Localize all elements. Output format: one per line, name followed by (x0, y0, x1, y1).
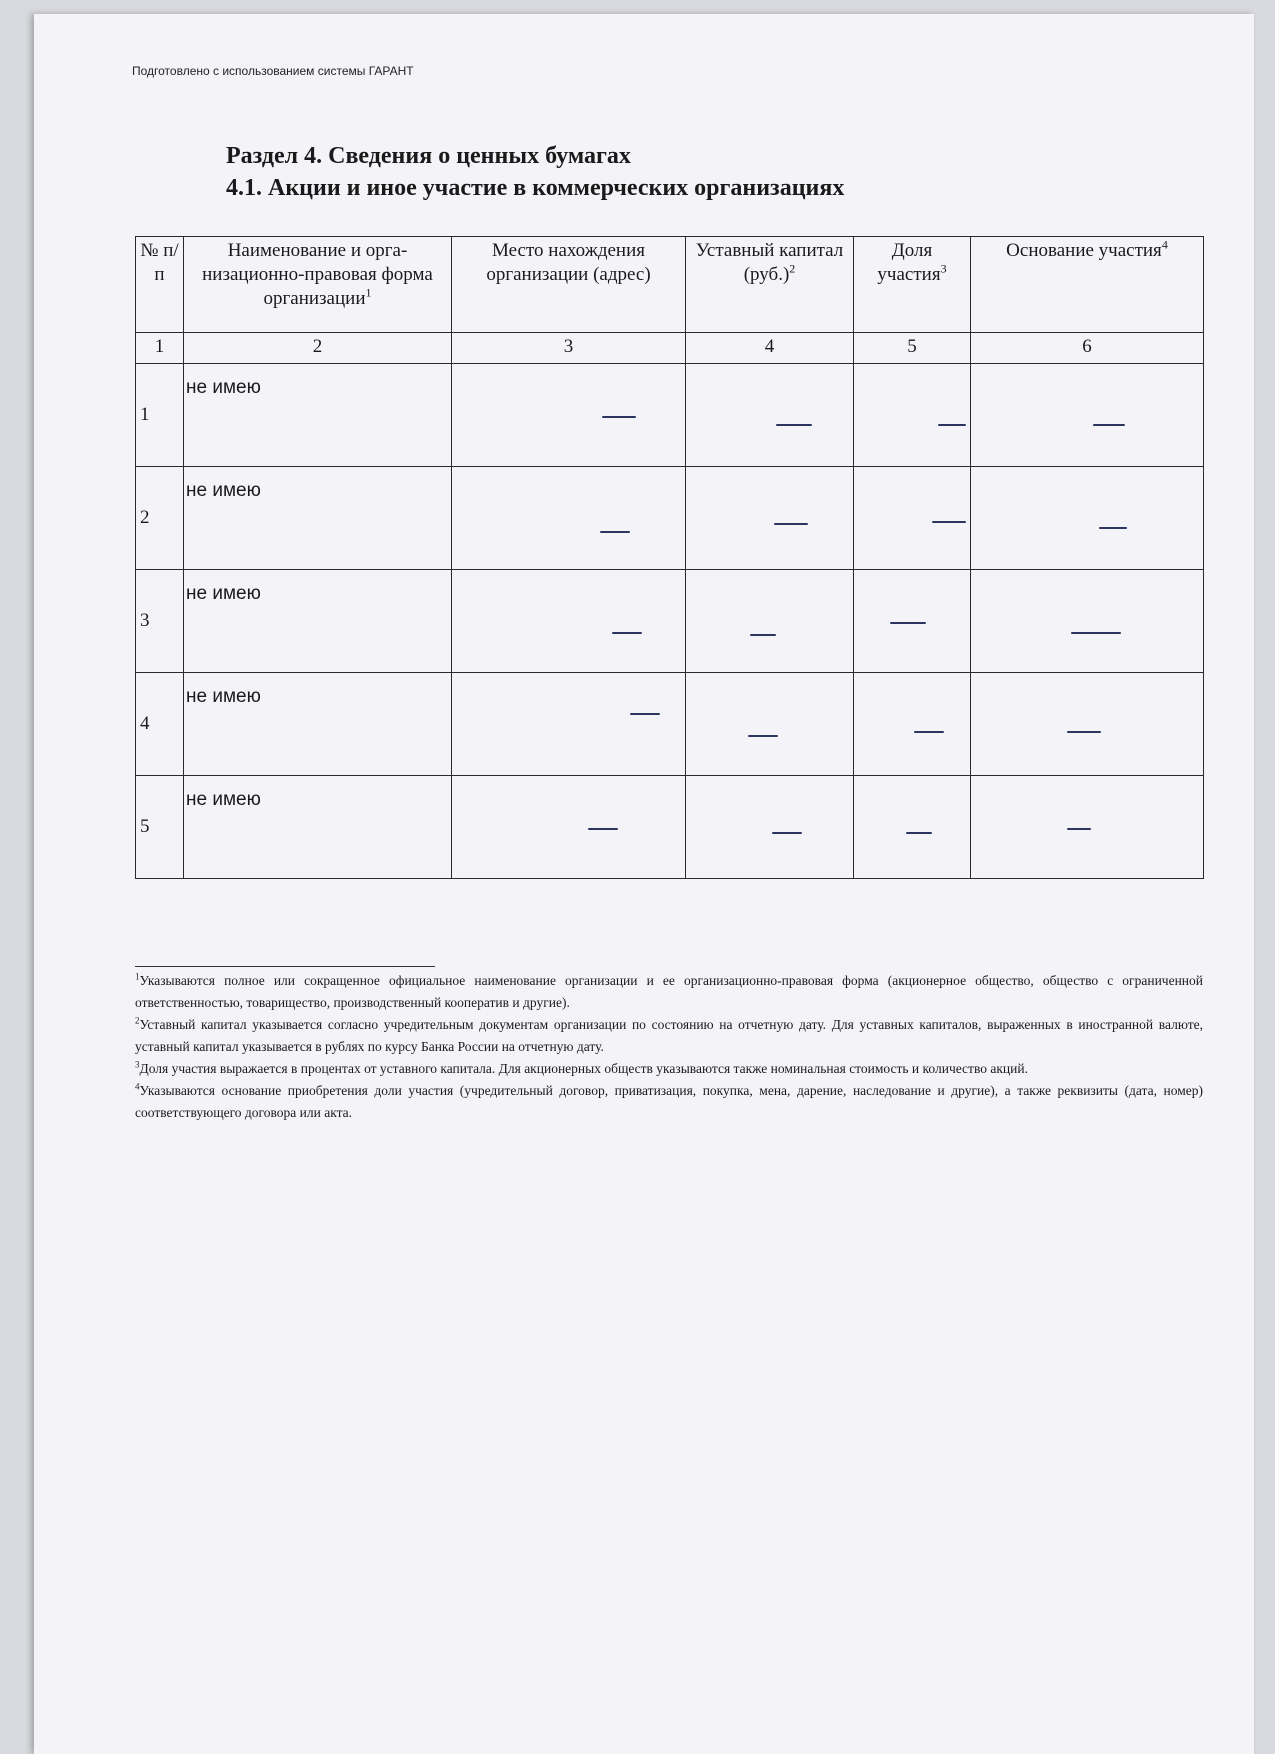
row-number: 2 (136, 467, 184, 570)
row-number: 1 (136, 364, 184, 467)
row-basis (971, 467, 1204, 570)
row-share (854, 776, 971, 879)
footnote-mark: 1 (365, 285, 372, 300)
row-location (452, 364, 686, 467)
row-org-name: не имею (184, 776, 452, 879)
footnote: $^3$Доля участия выражается в процентах от уставного капитала. Для акционерных обществ указываются также номинальная стоимость и количество акций. (135, 1059, 1028, 1076)
handwritten-dash (772, 832, 802, 834)
table-row (136, 364, 1204, 467)
row-location (452, 467, 686, 570)
row-number: 4 (136, 673, 184, 776)
table-row (136, 673, 1204, 776)
footnote: $^2$Уставный капитал указывается согласно учредительным документам организации по состоянию на отчетную дату. Для уставных капиталов, выраженных в иностранной валюте, уставный капитал указывается в рублях по курсу Банка России на отчетную дату. (135, 1015, 1203, 1054)
source-note: Подготовлено с использованием системы ГАРАНТ (132, 64, 414, 78)
row-basis (971, 364, 1204, 467)
row-share (854, 570, 971, 673)
footnote-mark: 2 (789, 261, 796, 276)
row-share (854, 364, 971, 467)
header-org-name: Наименование и орга-низационно-правовая форма организации$^1$ (184, 237, 452, 333)
row-org-name: не имею (184, 364, 452, 467)
column-number: 3 (452, 333, 686, 364)
handwritten-dash (1071, 632, 1121, 634)
column-number: 2 (184, 333, 452, 364)
footnote-mark: 3 (940, 261, 947, 276)
row-basis (971, 776, 1204, 879)
handwritten-dash (774, 523, 808, 525)
row-share (854, 673, 971, 776)
footnote: $^1$Указываются полное или сокращенное официальное наименование организации и ее организационно-правовая форма (акционерное общество, общество с ограниченной ответственностью, товарищество, производственный кооператив и другие). (135, 971, 1203, 1010)
header-location: Место нахождения организации (адрес) (452, 237, 686, 333)
handwritten-dash (890, 622, 926, 624)
row-capital (686, 776, 854, 879)
row-capital (686, 467, 854, 570)
row-org-name: не имею (184, 467, 452, 570)
row-capital (686, 364, 854, 467)
column-number: 1 (136, 333, 184, 364)
row-location (452, 673, 686, 776)
row-location (452, 570, 686, 673)
handwritten-dash (932, 521, 966, 523)
handwritten-dash (612, 632, 642, 634)
row-org-name: не имею (184, 570, 452, 673)
handwritten-dash (1067, 731, 1101, 733)
handwritten-dash (602, 416, 636, 418)
header-share: Доля участия$^3$ (854, 237, 971, 333)
securities-table (135, 236, 1204, 879)
column-number: 6 (971, 333, 1204, 364)
handwritten-dash (748, 735, 778, 737)
row-basis (971, 673, 1204, 776)
row-share (854, 467, 971, 570)
handwritten-dash (600, 531, 630, 533)
footnote-divider (135, 966, 435, 967)
handwritten-dash (906, 832, 932, 834)
header-capital: Уставный капитал $(руб.)^2$ (686, 237, 854, 333)
section-subtitle: 4.1. Акции и иное участие в коммерческих организациях (226, 175, 845, 201)
row-capital (686, 673, 854, 776)
row-location (452, 776, 686, 879)
handwritten-dash (1067, 828, 1091, 830)
table-row (136, 467, 1204, 570)
table-header-row (136, 237, 1204, 333)
handwritten-dash (750, 634, 776, 636)
handwritten-dash (776, 424, 812, 426)
table-row (136, 776, 1204, 879)
handwritten-dash (914, 731, 944, 733)
row-basis (971, 570, 1204, 673)
column-number: 5 (854, 333, 971, 364)
header-basis: Основание участия$^4$ (971, 237, 1204, 333)
footnote-mark: 4 (1161, 237, 1168, 252)
section-heading (226, 140, 844, 204)
row-capital (686, 570, 854, 673)
row-number: 5 (136, 776, 184, 879)
footnotes (135, 970, 1203, 1124)
header-number: № п/п (136, 237, 184, 333)
table-row (136, 570, 1204, 673)
handwritten-dash (588, 828, 618, 830)
column-number-row (136, 333, 1204, 364)
handwritten-dash (630, 713, 660, 715)
handwritten-dash (1099, 527, 1127, 529)
footnote: $^4$Указываются основание приобретения доли участия (учредительный договор, приватизация, покупка, мена, дарение, наследование и другие), а также реквизиты (дата, номер) соответствующего договора или акта. (135, 1081, 1203, 1120)
row-org-name: не имею (184, 673, 452, 776)
handwritten-dash (938, 424, 966, 426)
handwritten-dash (1093, 424, 1125, 426)
column-number: 4 (686, 333, 854, 364)
row-number: 3 (136, 570, 184, 673)
section-title: Раздел 4. Сведения о ценных бумагах (226, 143, 631, 169)
